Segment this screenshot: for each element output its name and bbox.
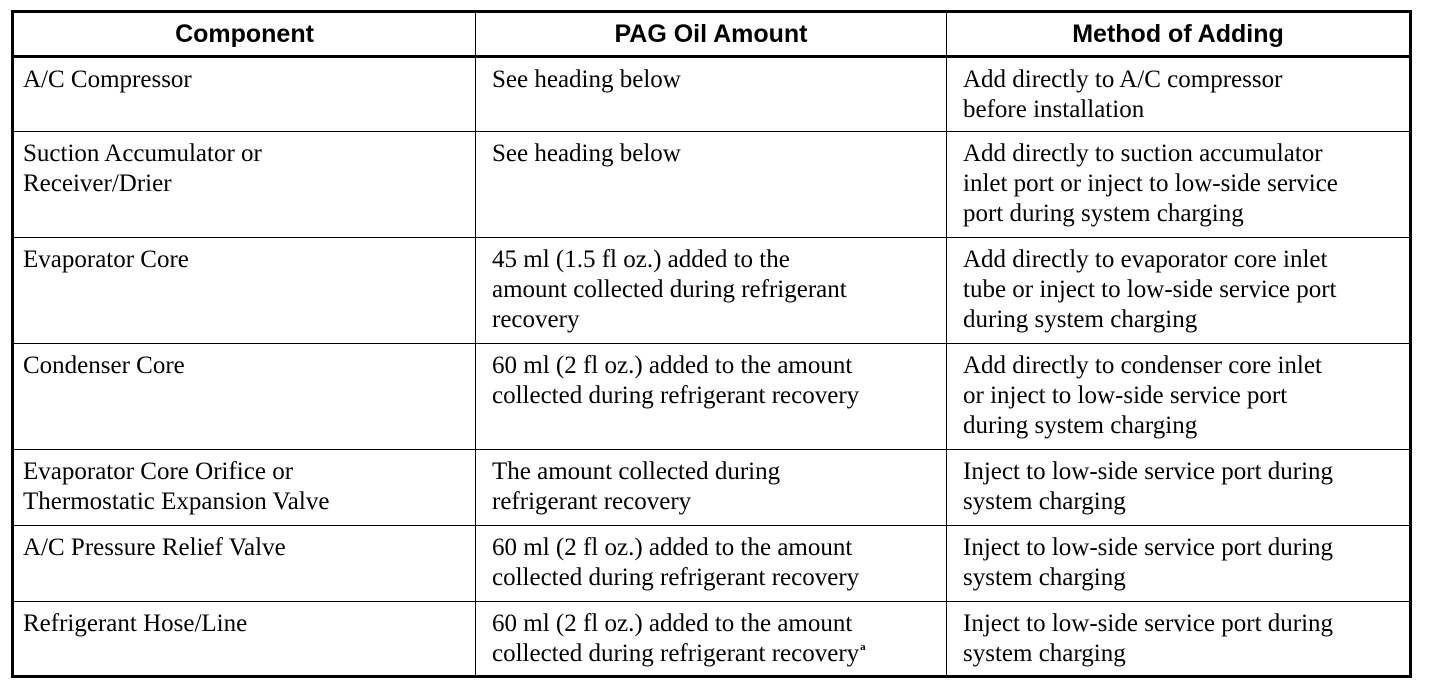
amount-text: 60 ml (2 fl oz.) added to the amount collected during refrigerant recovery	[492, 610, 860, 667]
table-row	[13, 602, 1411, 677]
amount-cell	[476, 57, 947, 132]
component-cell: Evaporator Core	[13, 238, 476, 344]
component-cell: Refrigerant Hose/Line	[13, 602, 476, 677]
component-cell: A/C Compressor	[13, 57, 476, 132]
method-cell: Add directly to suction accumulator inlet port or inject to low-side service port during system charging	[947, 132, 1411, 238]
amount-cell	[476, 526, 947, 602]
method-cell: Inject to low-side service port during system charging	[947, 602, 1411, 677]
method-cell: Inject to low-side service port during system charging	[947, 526, 1411, 602]
amount-text: 45 ml (1.5 fl oz.) added to the amount collected during refrigerant recovery	[492, 246, 847, 333]
method-cell: Add directly to condenser core inlet or inject to low-side service port during system charging	[947, 344, 1411, 450]
amount-text: The amount collected during refrigerant recovery	[492, 458, 781, 515]
amount-text: 60 ml (2 fl oz.) added to the amount collected during refrigerant recovery	[492, 534, 860, 591]
table-row	[13, 132, 1411, 238]
table-row	[13, 238, 1411, 344]
header-pag-oil-amount: PAG Oil Amount	[476, 12, 947, 57]
method-cell: Add directly to evaporator core inlet tube or inject to low-side service port during system charging	[947, 238, 1411, 344]
amount-cell	[476, 238, 947, 344]
amount-text: See heading below	[492, 66, 681, 93]
component-cell: Evaporator Core Orifice or Thermostatic Expansion Valve	[13, 450, 476, 526]
method-cell: Add directly to A/C compressor before installation	[947, 57, 1411, 132]
component-cell: Suction Accumulator or Receiver/Drier	[13, 132, 476, 238]
table-row	[13, 57, 1411, 132]
amount-text: See heading below	[492, 140, 681, 167]
amount-text: 60 ml (2 fl oz.) added to the amount collected during refrigerant recovery	[492, 352, 860, 409]
pag-oil-table	[11, 10, 1412, 678]
amount-cell	[476, 602, 947, 677]
method-cell: Inject to low-side service port during system charging	[947, 450, 1411, 526]
amount-cell	[476, 132, 947, 238]
table-row	[13, 344, 1411, 450]
component-cell: Condenser Core	[13, 344, 476, 450]
table-row	[13, 450, 1411, 526]
amount-cell	[476, 344, 947, 450]
footnote-marker: a	[860, 641, 866, 653]
table-row	[13, 526, 1411, 602]
table-header-row	[13, 12, 1411, 57]
component-cell: A/C Pressure Relief Valve	[13, 526, 476, 602]
header-component: Component	[13, 12, 476, 57]
amount-cell	[476, 450, 947, 526]
header-method-of-adding: Method of Adding	[947, 12, 1411, 57]
